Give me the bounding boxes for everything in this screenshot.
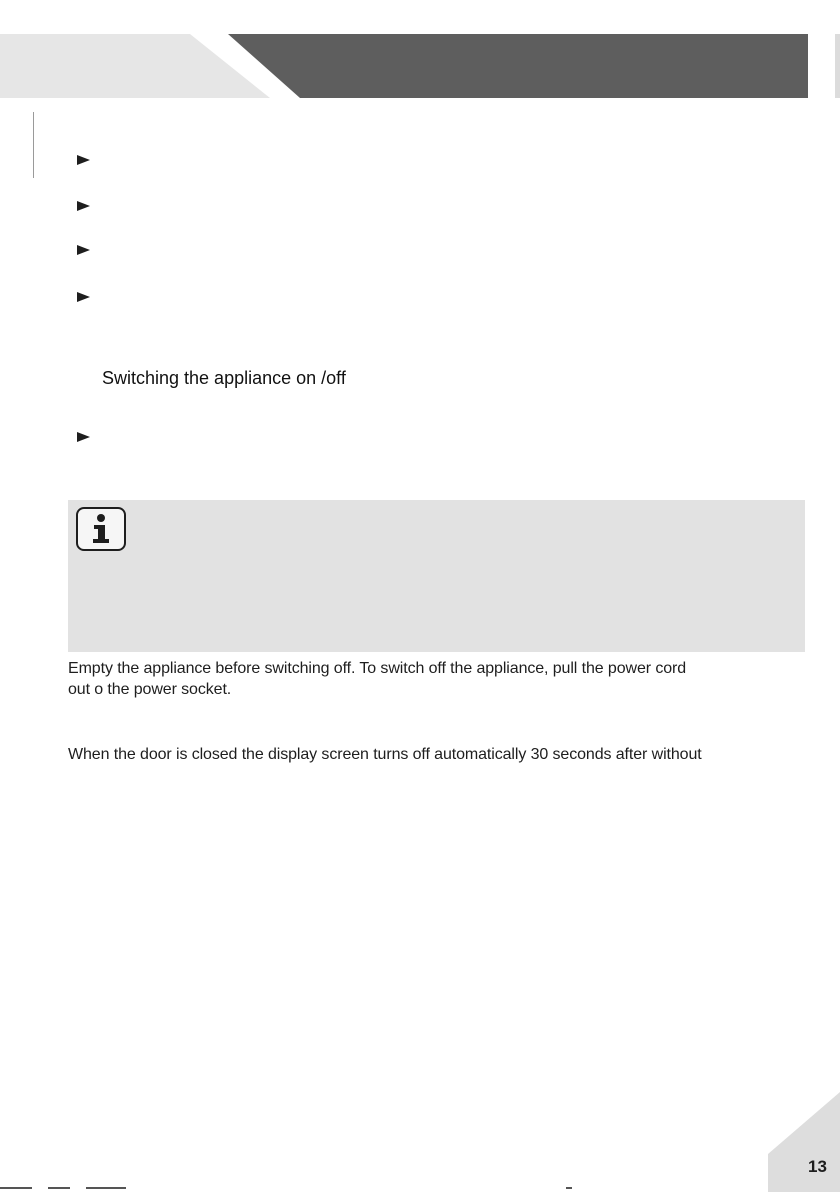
- footer-fragment: [86, 1187, 126, 1189]
- header-tab-light: [0, 34, 270, 98]
- paragraph-empty-line-2: out o the power socket.: [68, 681, 232, 698]
- page-corner: [768, 1092, 840, 1192]
- bullet-arrow-icon: [77, 201, 90, 211]
- info-box: [68, 500, 805, 652]
- footer-fragment: [48, 1187, 70, 1189]
- bullet-arrow-icon: [77, 155, 90, 165]
- info-icon: [76, 507, 126, 551]
- paragraph-door: When the door is closed the display screen turns off automatically 30 seconds after without: [68, 746, 702, 763]
- paragraph-empty-line-1: Empty the appliance before switching off. To switch off the appliance, pull the power cord: [68, 660, 687, 677]
- side-rule: [33, 112, 34, 178]
- bullet-arrow-icon: [77, 292, 90, 302]
- header-tab-dark: [228, 34, 808, 98]
- bullet-arrow-icon: [77, 432, 90, 442]
- section-heading: Switching the appliance on /off: [102, 368, 346, 388]
- footer-fragment: [0, 1187, 32, 1189]
- footer-fragment: [566, 1187, 572, 1189]
- header-edge: [835, 34, 840, 98]
- bullet-arrow-icon: [77, 245, 90, 255]
- page-number: 13: [808, 1157, 827, 1176]
